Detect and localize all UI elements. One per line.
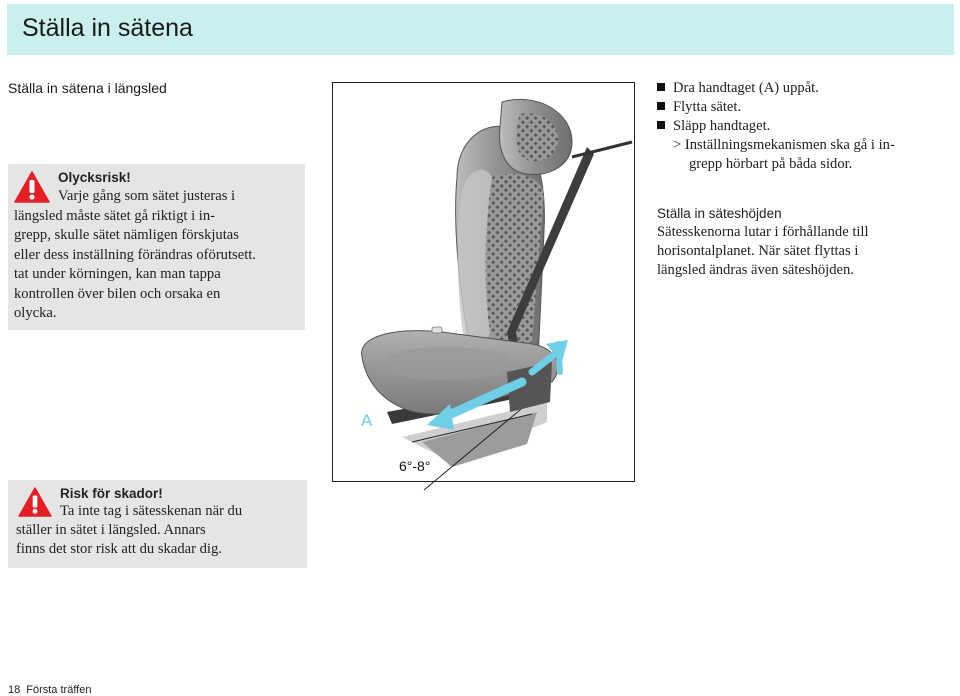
page-number: 18 — [8, 684, 21, 696]
warning-title: Risk för skador! — [60, 486, 163, 501]
warning-box-injury — [8, 480, 307, 568]
warning-text-line: Ta inte tag i sätesskenan när du — [60, 503, 243, 519]
warning-text-line: tat under körningen, kan man tappa — [14, 266, 221, 282]
height-text-line: Sätesskenorna lutar i förhållande till — [657, 224, 869, 240]
section-subheading: Ställa in sätena i längsled — [8, 80, 167, 96]
step-item: Släpp handtaget. — [657, 118, 770, 135]
title-bar — [7, 4, 954, 55]
result-text: grepp hörbart på båda sidor. — [689, 156, 853, 172]
seat-illustration — [332, 82, 635, 482]
result-text: > Inställningsmekanismen ska gå i in- — [673, 137, 895, 153]
warning-text-line: längsled måste sätet gå riktigt i in- — [14, 208, 216, 224]
warning-text-line: olycka. — [14, 305, 57, 321]
seat-figure — [332, 82, 635, 482]
bullet-icon — [657, 121, 665, 129]
warning-title: Olycksrisk! — [58, 170, 131, 185]
height-heading: Ställa in säteshöjden — [657, 206, 782, 221]
page-title: Ställa in sätena — [22, 14, 193, 42]
footer-section: Första träffen — [26, 684, 92, 696]
bullet-icon — [657, 102, 665, 110]
warning-icon — [18, 487, 52, 517]
step-item: Flytta sätet. — [657, 99, 741, 116]
warning-text-line: kontrollen över bilen och orsaka en — [14, 286, 221, 302]
figure-angle-label: 6°-8° — [399, 458, 431, 474]
page-footer — [8, 684, 97, 696]
warning-box-accident — [8, 164, 305, 330]
warning-text-line: eller dess inställning förändras oförutsett. — [14, 247, 256, 263]
warning-icon — [14, 171, 50, 203]
bullet-icon — [657, 83, 665, 91]
height-text-line: längsled ändras även säteshöjden. — [657, 262, 854, 278]
height-text-line: horisontalplanet. När sätet flyttas i — [657, 243, 859, 259]
step-item: Dra handtaget (A) uppåt. — [657, 80, 819, 97]
warning-text-line: ställer in sätet i längsled. Annars — [16, 522, 206, 538]
figure-label-a: A — [361, 411, 373, 430]
warning-text-line: finns det stor risk att du skadar dig. — [16, 541, 222, 557]
warning-text-line: grepp, skulle sätet nämligen förskjutas — [14, 227, 239, 243]
warning-text-line: Varje gång som sätet justeras i — [58, 188, 236, 204]
